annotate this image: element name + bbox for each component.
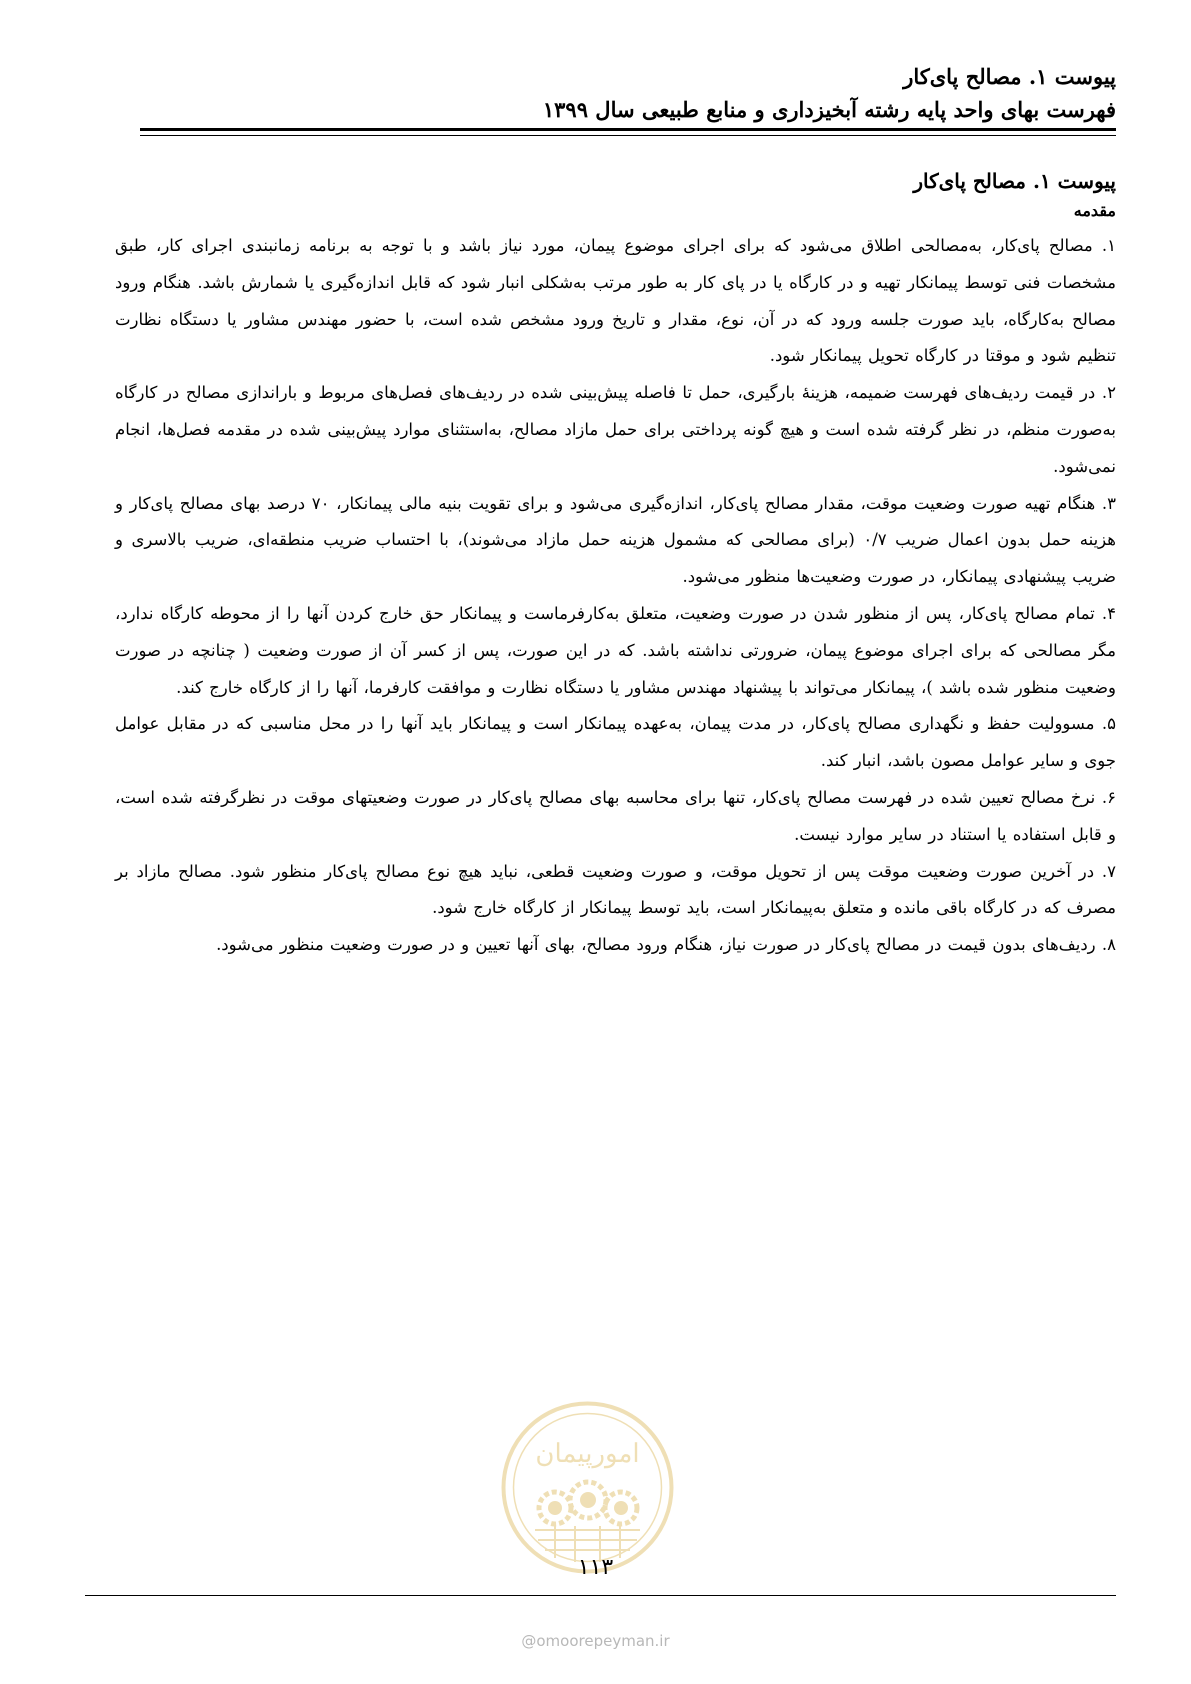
watermark-text: @omoorepeyman.ir <box>521 1632 670 1650</box>
page-number: ۱۱۳ <box>577 1555 614 1580</box>
page-header <box>140 60 1116 126</box>
footer-divider <box>85 1595 1116 1596</box>
header-subtitle: فهرست بهای واحد پایه رشته آبخیزداری و منابع طبیعی سال ۱۳۹۹ <box>542 97 1116 122</box>
intro-heading: مقدمه <box>1073 201 1116 220</box>
header-title: پیوست ۱. مصالح پای‌کار <box>903 64 1116 89</box>
watermark-logo-icon <box>500 1400 675 1575</box>
paragraph-1: ۱. مصالح پای‌کار، به‌مصالحی اطلاق می‌شود که برای اجرای موضوع پیمان، مورد نیاز باشد و با توجه به برنامه زمانبندی اجرای کار، طبق مشخصات فنی توسط پیمانکار تهیه و در کارگاه یا در پای کار به طور مرتب به‌شکلی انبار شود که قابل اندازه‌گیری یا شمارش باشد. هنگام ورود مصالح به‌کارگاه، باید صورت جلسه ورود که در آن، نوع، مقدار و تاریخ ورود مشخص شده است، با حضور مهندس مشاور یا دستگاه نظارت تنظیم شود و موقتا در کارگاه تحویل پیمانکار شود. <box>115 236 1116 366</box>
paragraph-5: ۵. مسوولیت حفظ و نگهداری مصالح پای‌کار، در مدت پیمان، به‌عهده پیمانکار است و پیمانکار باید آنها را در محل مناسبی که در مقابل عوامل جوی و سایر عوامل مصون باشد، انبار کند. <box>115 714 1116 771</box>
paragraph-3: ۳. هنگام تهیه صورت وضعیت موقت، مقدار مصالح پای‌کار، اندازه‌گیری می‌شود و برای تقویت بنیه مالی پیمانکار، ۷۰ درصد بهای مصالح پای‌کار و هزینه حمل بدون اعمال ضریب ۰/۷ (برای مصالحی که مشمول هزینه حمل مازاد می‌شوند)، با احتساب ضریب منطقه‌ای، ضریب بالاسری و ضریب پیشنهادی پیمانکار، در صورت وضعیت‌ها منظور می‌شود. <box>115 493 1116 587</box>
paragraph-8: ۸. ردیف‌های بدون قیمت در مصالح پای‌کار در صورت نیاز، هنگام ورود مصالح، بهای آنها تعیین و در صورت وضعیت منظور می‌شود. <box>216 935 1116 955</box>
document-body <box>115 166 1116 964</box>
header-divider-thin <box>140 135 1116 136</box>
paragraph-6: ۶. نرخ مصالح تعیین شده در فهرست مصالح پای‌کار، تنها برای محاسبه بهای مصالح پای‌کار در صورت وضعیتهای موقت در نظرگرفته شده است، و قابل استفاده یا استناد در سایر موارد نیست. <box>115 787 1116 844</box>
paragraph-4: ۴. تمام مصالح پای‌کار، پس از منظور شدن در صورت وضعیت، متعلق به‌کارفرماست و پیمانکار حق خارج کردن آنها را از محوطه کارگاه ندارد، مگر مصالحی که برای اجرای موضوع پیمان، ضرورتی نداشته باشد. که در این صورت، پس از کسر آن از صورت وضعیت ( چنانچه در صورت وضعیت منظور شده باشد )، پیمانکار می‌تواند با پیشنهاد مهندس مشاور یا دستگاه نظارت و موافقت کارفرما، آنها را از کارگاه خارج کند. <box>115 603 1116 697</box>
paragraph-7: ۷. در آخرین صورت وضعیت موقت پس از تحویل موقت، و صورت وضعیت قطعی، نباید هیچ نوع مصالح پای‌کار منظور شود. مصالح مازاد بر مصرف که در کارگاه باقی مانده و متعلق به‌پیمانکار است، باید توسط پیمانکار از کارگاه خارج شود. <box>115 861 1116 918</box>
watermark-logo-script: امورپیمان <box>535 1439 640 1469</box>
section-title: پیوست ۱. مصالح پای‌کار <box>913 169 1116 193</box>
paragraph-2: ۲. در قیمت ردیف‌های فهرست ضمیمه، هزینهٔ بارگیری، حمل تا فاصله پیش‌بینی شده در ردیف‌های فصل‌های مربوط و باراندازی مصالح در کارگاه به‌صورت منظم، در نظر گرفته شده است و هیچ گونه پرداختی برای حمل مازاد مصالح، به‌استثنای موارد پیش‌بینی شده در مقدمه فصل‌ها، انجام نمی‌شود. <box>115 383 1116 476</box>
header-divider-thick <box>140 128 1116 131</box>
